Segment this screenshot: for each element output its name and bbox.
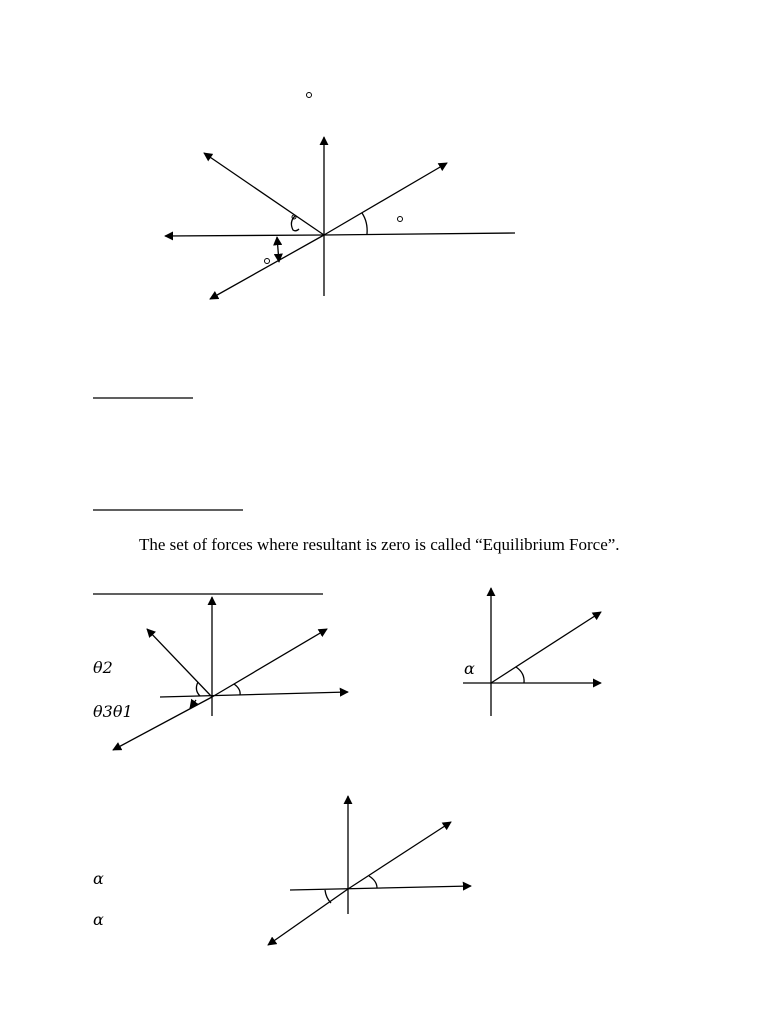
fig1-degree-top <box>307 93 312 98</box>
fig1-force-upper-left <box>204 153 324 235</box>
fig2-horizontal-axis <box>160 692 348 697</box>
fig2-force-upper-left <box>147 629 212 697</box>
fig3-force-resultant <box>491 612 601 683</box>
label-alpha-upper: α <box>93 869 104 888</box>
fig1-force-left <box>165 235 324 236</box>
fig2-force-upper-right <box>212 629 327 697</box>
label-alpha-fig3: α <box>464 659 475 678</box>
figure-4-force-diagram <box>268 796 471 945</box>
fig1-degree-right <box>398 217 403 222</box>
figure-2-force-diagram <box>113 597 348 750</box>
fig4-force-upper-right <box>348 822 451 889</box>
label-alpha-lower: α <box>93 910 104 929</box>
fig4-force-lower-left <box>268 889 348 945</box>
fig1-horizontal-axis-right <box>324 233 515 235</box>
fig1-angle-arc-right <box>362 213 367 234</box>
fig4-horizontal-axis <box>290 886 471 890</box>
fig4-angle-arc-right <box>369 876 377 888</box>
equilibrium-definition: The set of forces where resultant is zero is called “Equilibrium Force”. <box>139 535 620 554</box>
label-theta3-theta1: θ3θ1 <box>93 702 133 721</box>
fig1-force-upper-right <box>324 163 447 235</box>
fig2-angle-arc-right <box>234 684 240 695</box>
fig1-force-lower-left <box>210 235 324 299</box>
label-theta2: θ2 <box>93 658 113 677</box>
fig1-degree-lower <box>265 259 270 264</box>
fig4-angle-arc-left <box>325 890 331 903</box>
fig3-angle-arc <box>516 667 524 683</box>
figure-3-force-diagram <box>463 588 601 716</box>
fig1-angle-arrow-lower <box>277 237 279 262</box>
